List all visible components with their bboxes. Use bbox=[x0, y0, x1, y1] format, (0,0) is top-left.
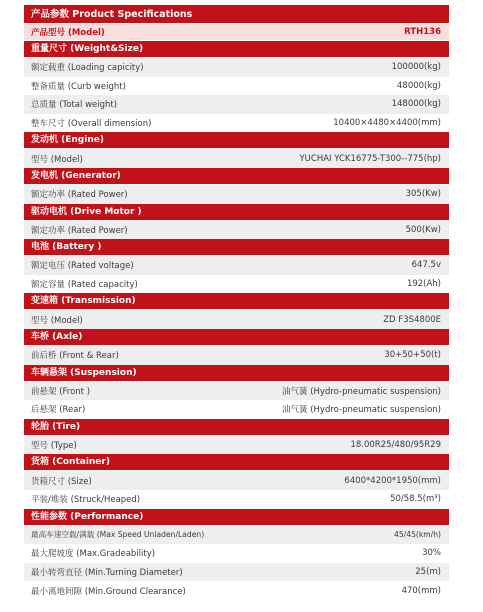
spec-label: 前后桥 (Front & Rear) bbox=[31, 351, 119, 362]
spec-label: 型号 (Model) bbox=[31, 315, 83, 326]
spec-row bbox=[24, 310, 449, 329]
spec-row bbox=[24, 149, 449, 168]
spec-label: 型号 (Type) bbox=[31, 441, 77, 452]
spec-value: 647.5v bbox=[411, 260, 441, 271]
section-header: 变速箱 (Transmission) bbox=[24, 293, 449, 310]
spec-value: 48000(kg) bbox=[397, 80, 441, 91]
spec-value: 油气簧 (Hydro-pneumatic suspension) bbox=[282, 386, 441, 397]
spec-label: 额定容量 (Rated capacity) bbox=[31, 280, 138, 291]
spec-label: 额定功率 (Rated Power) bbox=[31, 190, 128, 201]
spec-row bbox=[24, 382, 449, 401]
spec-value: 50/58.5(m³) bbox=[390, 494, 441, 505]
spec-value: 470(mm) bbox=[401, 585, 441, 596]
spec-label: 额定载重 (Loading capicity) bbox=[31, 63, 144, 74]
section-header: 车辆悬架 (Suspension) bbox=[24, 365, 449, 382]
spec-label: 整备质量 (Curb weight) bbox=[31, 81, 126, 92]
spec-sheet bbox=[24, 5, 449, 600]
section-header: 发动机 (Engine) bbox=[24, 132, 449, 149]
section-header: 轮胎 (Tire) bbox=[24, 419, 449, 436]
spec-value: ZD F3S4800E bbox=[383, 314, 441, 325]
spec-label: 后悬架 (Rear) bbox=[31, 405, 86, 416]
spec-value: 30+50+50(t) bbox=[384, 350, 441, 361]
spec-label: 最小离地间隙 (Min.Ground Clearance) bbox=[31, 586, 186, 597]
spec-value: 油气簧 (Hydro-pneumatic suspension) bbox=[282, 405, 441, 416]
spec-label: 前悬架 (Front ) bbox=[31, 386, 91, 397]
spec-value: 192(Ah) bbox=[406, 279, 441, 290]
section-header: 驱动电机 (Drive Motor ) bbox=[24, 204, 449, 221]
section-header: 性能参数 (Performance) bbox=[24, 509, 449, 526]
model-value: RTH136 bbox=[404, 27, 441, 37]
spec-label: 最高车速空载/满载 (Max Speed Unladen/Laden) bbox=[31, 530, 205, 540]
spec-value: 500(Kw) bbox=[405, 224, 441, 235]
spec-label: 整车尺寸 (Overall dimension) bbox=[31, 119, 152, 130]
section-header: 车桥 (Axle) bbox=[24, 329, 449, 346]
spec-label: 最大爬坡度 (Max.Gradeability) bbox=[31, 549, 156, 560]
spec-row bbox=[24, 563, 449, 582]
spec-title: 产品参数 Product Specifications bbox=[24, 5, 449, 24]
spec-label: 总质量 (Total weight) bbox=[31, 100, 118, 111]
spec-row bbox=[24, 400, 449, 419]
section-header: 货箱 (Container) bbox=[24, 454, 449, 471]
spec-value: 25(m) bbox=[415, 566, 441, 577]
section-header: 重量尺寸 (Weight&Size) bbox=[24, 41, 449, 58]
section-header: 发电机 (Generator) bbox=[24, 168, 449, 185]
spec-row bbox=[24, 185, 449, 204]
spec-row bbox=[24, 346, 449, 365]
spec-label: 平装/堆装 (Struck/Heaped) bbox=[31, 495, 141, 506]
section-header: 电池 (Battery ) bbox=[24, 239, 449, 256]
spec-row bbox=[24, 490, 449, 509]
spec-label: 货箱尺寸 (Size) bbox=[31, 476, 92, 487]
spec-row bbox=[24, 544, 449, 563]
spec-label: 额定电压 (Rated voltage) bbox=[31, 261, 134, 272]
spec-value: 305(Kw) bbox=[405, 189, 441, 200]
spec-label: 型号 (Model) bbox=[31, 154, 83, 165]
spec-row bbox=[24, 221, 449, 240]
spec-value: 30% bbox=[422, 548, 441, 559]
spec-sections bbox=[24, 41, 449, 600]
spec-value: 6400*4200*1950(mm) bbox=[344, 475, 441, 486]
spec-row bbox=[24, 581, 449, 600]
spec-value: YUCHAI YCK16775-T300--775(hp) bbox=[299, 153, 441, 164]
model-row bbox=[24, 24, 449, 41]
spec-row bbox=[24, 77, 449, 96]
model-label: 产品型号 (Model) bbox=[31, 28, 105, 38]
spec-value: 100000(kg) bbox=[391, 62, 441, 73]
spec-row bbox=[24, 436, 449, 455]
spec-label: 额定功率 (Rated Power) bbox=[31, 225, 128, 236]
spec-value: 10400×4480×4400(mm) bbox=[333, 118, 441, 129]
spec-row bbox=[24, 471, 449, 490]
spec-label: 最小转弯直径 (Min.Turning Diameter) bbox=[31, 567, 183, 578]
spec-value: 45/45(km/h) bbox=[394, 530, 441, 540]
spec-row bbox=[24, 256, 449, 275]
spec-row bbox=[24, 526, 449, 545]
spec-value: 18.00R25/480/95R29 bbox=[350, 440, 441, 451]
spec-row bbox=[24, 275, 449, 294]
spec-row bbox=[24, 58, 449, 77]
spec-value: 148000(kg) bbox=[391, 99, 441, 110]
spec-row bbox=[24, 95, 449, 114]
spec-row bbox=[24, 114, 449, 133]
